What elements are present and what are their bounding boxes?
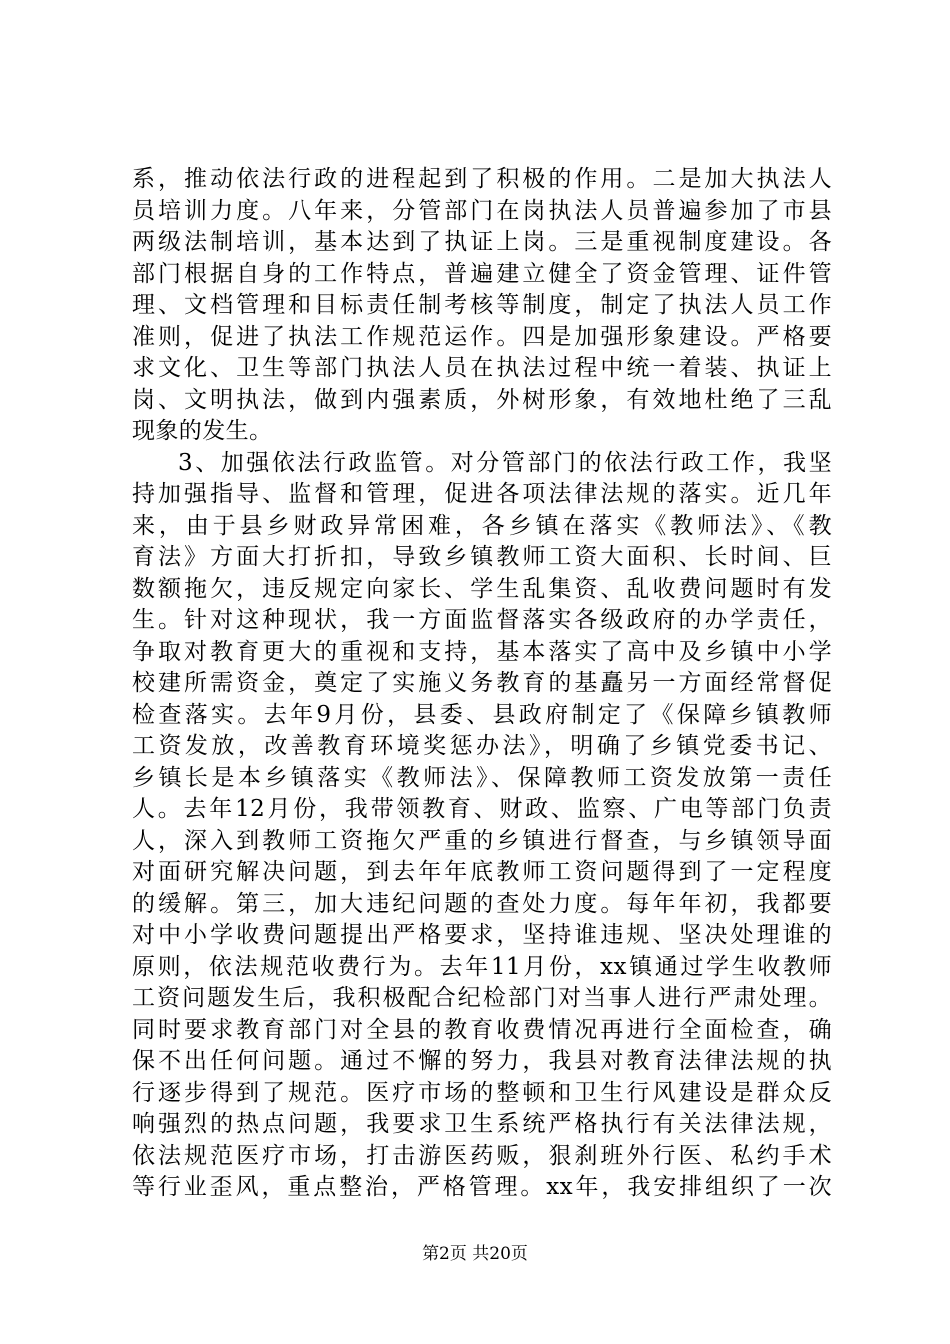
- text-line: 系，推动依法行政的进程起到了积极的作用。二是加大执法人: [132, 166, 832, 192]
- text-line: 争取对教育更大的重视和支持，基本落实了高中及乡镇中小学: [132, 638, 832, 665]
- text-line: 依法规范医疗市场，打击游医药贩，狠刹班外行医、私约手术: [132, 1142, 832, 1169]
- text-line: 育法》方面大打折扣，导致乡镇教师工资大面积、长时间、巨: [132, 544, 832, 570]
- text-line: 对面研究解决问题，到去年年底教师工资问题得到了一定程度: [132, 859, 832, 885]
- text-line: 乡镇长是本乡镇落实《教师法》、保障教师工资发放第一责任: [132, 764, 832, 791]
- text-line: 行逐步得到了规范。医疗市场的整顿和卫生行风建设是群众反: [132, 1079, 832, 1106]
- text-line: 工资问题发生后，我积极配合纪检部门对当事人进行严肃处理。: [132, 985, 832, 1011]
- text-line: 理、文档管理和目标责任制考核等制度，制定了执法人员工作: [132, 292, 832, 318]
- text-line: 等行业歪风，重点整治，严格管理。xx年，我安排组织了一次: [132, 1174, 832, 1200]
- text-line: 同时要求教育部门对全县的教育收费情况再进行全面检查，确: [132, 1016, 832, 1043]
- text-line: 响强烈的热点问题，我要求卫生系统严格执行有关法律法规，: [132, 1111, 832, 1137]
- text-line: 检查落实。去年9月份，县委、县政府制定了《保障乡镇教师: [132, 701, 832, 728]
- text-line: 持加强指导、监督和管理，促进各项法律法规的落实。近几年: [132, 481, 832, 507]
- text-line: 对中小学收费问题提出严格要求，坚持谁违规、坚决处理谁的: [132, 922, 832, 948]
- text-line: 保不出任何问题。通过不懈的努力，我县对教育法律法规的执: [132, 1048, 832, 1074]
- text-line: 员培训力度。八年来，分管部门在岗执法人员普遍参加了市县: [132, 197, 832, 224]
- text-line: 人。去年12月份，我带领教育、财政、监察、广电等部门负责: [132, 796, 832, 822]
- text-line: 现象的发生。: [132, 418, 273, 444]
- text-line: 原则，依法规范收费行为。去年11月份，xx镇通过学生收教师: [132, 953, 832, 980]
- text-line: 求文化、卫生等部门执法人员在执法过程中统一着装、执证上: [132, 355, 832, 381]
- text-line: 数额拖欠，违反规定向家长、学生乱集资、乱收费问题时有发: [132, 575, 832, 602]
- text-line: 两级法制培训，基本达到了执证上岗。三是重视制度建设。各: [132, 229, 832, 255]
- body-text: [132, 164, 832, 1204]
- text-line: 生。针对这种现状，我一方面监督落实各级政府的办学责任，: [132, 607, 832, 633]
- text-line: 来，由于县乡财政异常困难，各乡镇在落实《教师法》、《教: [132, 512, 832, 539]
- text-line: 岗、文明执法，做到内强素质，外树形象，有效地杜绝了三乱: [132, 386, 832, 413]
- text-line: 工资发放，改善教育环境奖惩办法》，明确了乡镇党委书记、: [132, 733, 832, 759]
- page-footer: 第2页 共20页: [422, 1244, 528, 1264]
- text-line: 3、加强依法行政监管。对分管部门的依法行政工作，我坚: [178, 449, 832, 476]
- text-line: 人，深入到教师工资拖欠严重的乡镇进行督查，与乡镇领导面: [132, 827, 832, 854]
- text-line: 准则，促进了执法工作规范运作。四是加强形象建设。严格要: [132, 323, 832, 350]
- text-line: 校建所需资金，奠定了实施义务教育的基矗另一方面经常督促: [132, 670, 832, 696]
- text-line: 部门根据自身的工作特点，普遍建立健全了资金管理、证件管: [132, 260, 832, 287]
- text-line: 的缓解。第三，加大违纪问题的查处力度。每年年初，我都要: [132, 890, 832, 917]
